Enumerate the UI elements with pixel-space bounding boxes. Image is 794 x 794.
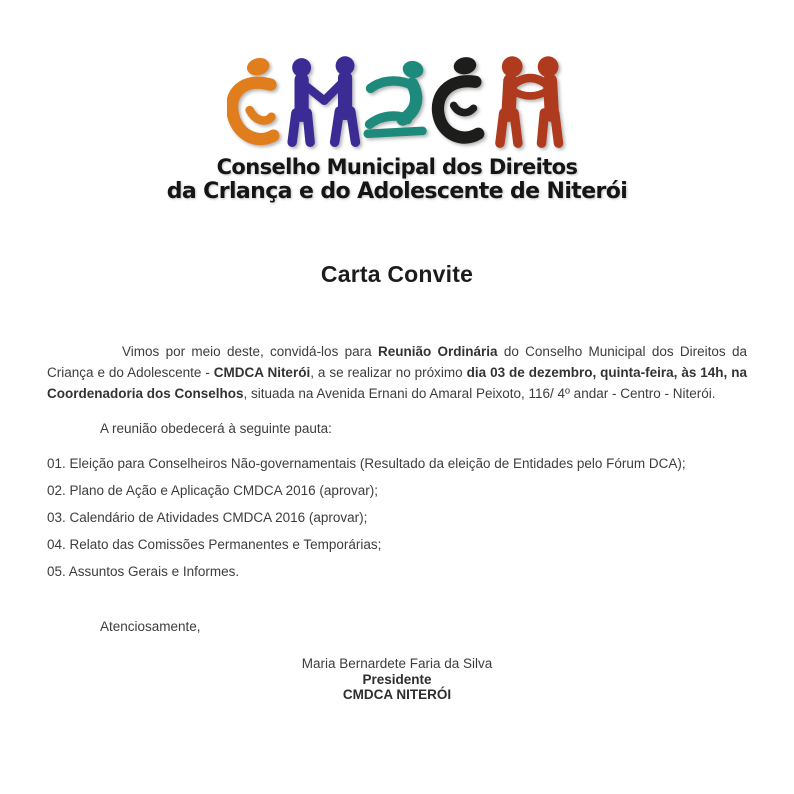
signatory-role: Presidente (362, 671, 432, 687)
bold-text-run: CMDCA Niterói (213, 365, 311, 380)
bold-text-run: dia 03 de dezembro, quinta-feira, às 14h, na Coordenadoria dos Conselhos (47, 365, 747, 401)
agenda-item: 03. Calendário de Atividades CMDCA 2016 (aprovar); (47, 510, 368, 525)
text-run: , a se realizar no próximo (310, 365, 467, 380)
person-letter-c2-icon (438, 56, 478, 138)
signature-block (0, 656, 794, 703)
person-letter-c-icon (232, 56, 273, 139)
people-letter-m-icon (292, 56, 355, 142)
closing-salutation: Atenciosamente, (100, 619, 201, 634)
agenda-item: 05. Assuntos Gerais e Informes. (47, 564, 240, 579)
invitation-paragraph (47, 341, 747, 404)
agenda-item: 02. Plano de Ação e Aplicação CMDCA 2016 (aprovar); (47, 483, 378, 498)
cmdca-logo (0, 0, 794, 205)
signatory-name: Maria Bernardete Faria da Silva (301, 656, 493, 671)
agenda-list (47, 457, 747, 579)
letter-title: Carta Convite (320, 261, 474, 287)
logo-org-name-line2: da Crlança e do Adolescente de Niterói (166, 179, 628, 204)
bold-text-run: Reunião Ordinária (377, 344, 498, 359)
people-letter-m2-icon (500, 56, 559, 143)
logo-org-name-line1: Conselho Municipal dos Direitos (216, 155, 578, 179)
text-run: do Conselho Municipal dos Direitos da Criança e do Adolescente - (47, 344, 747, 380)
person-letter-d-icon (368, 59, 425, 134)
agenda-intro: A reunião obedecerá à seguinte pauta: (100, 421, 332, 436)
agenda-item: 04. Relato das Comissões Permanentes e Temporárias; (47, 537, 382, 552)
cmdca-logo-figures (227, 56, 567, 151)
text-run: Vimos por meio deste, convidá-los para (122, 344, 378, 359)
signatory-org: CMDCA NITERÓI (342, 687, 452, 702)
text-run: , situada na Avenida Ernani do Amaral Peixoto, 116/ 4º andar - Centro - Niterói. (243, 386, 716, 401)
agenda-item: 01. Eleição para Conselheiros Não-governamentais (Resultado da eleição de Entidades pelo Fórum DCA); (47, 456, 686, 471)
